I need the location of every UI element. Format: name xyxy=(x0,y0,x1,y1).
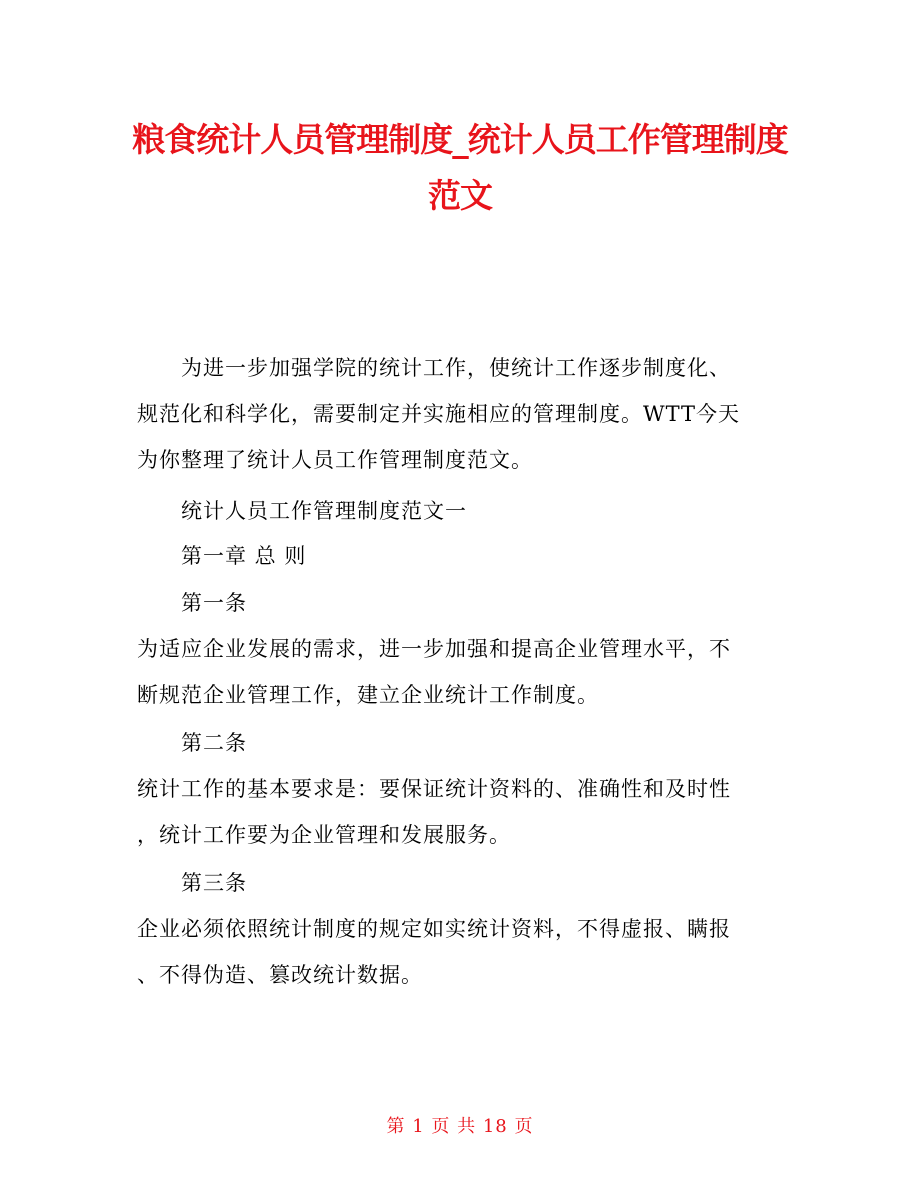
intro-line-3: 为你整理了统计人员工作管理制度范文。 xyxy=(137,448,533,472)
document-title-line-2: 范文 xyxy=(428,176,492,215)
intro-line-2: 规范化和科学化，需要制定并实施相应的管理制度。WTT今天 xyxy=(137,402,740,426)
article-1-label: 第一条 xyxy=(181,591,247,615)
section-heading: 统计人员工作管理制度范文一 xyxy=(181,499,467,523)
article-2-label: 第二条 xyxy=(181,731,247,755)
article-2-line-1: 统计工作的基本要求是：要保证统计资料的、准确性和及时性 xyxy=(137,777,731,801)
intro-paragraph xyxy=(137,345,787,483)
article-2-text xyxy=(137,766,787,858)
article-1-text xyxy=(137,626,787,718)
document-title-line-1: 粮食统计人员管理制度_统计人员工作管理制度 xyxy=(132,120,788,159)
article-3-line-1: 企业必须依照统计制度的规定如实统计资料，不得虚报、瞒报 xyxy=(137,917,731,941)
intro-line-1: 为进一步加强学院的统计工作，使统计工作逐步制度化、 xyxy=(181,356,731,380)
article-1-line-1: 为适应企业发展的需求，进一步加强和提高企业管理水平，不 xyxy=(137,637,731,661)
article-1-line-2: 断规范企业管理工作，建立企业统计工作制度。 xyxy=(137,683,599,707)
article-3-label: 第三条 xyxy=(181,871,247,895)
page-number-footer: 第 1 页 共 18 页 xyxy=(386,1116,534,1137)
article-3-line-2: 、不得伪造、篡改统计数据。 xyxy=(137,963,423,987)
chapter-heading: 第一章 总 则 xyxy=(181,544,307,568)
article-2-line-2: ，统计工作要为企业管理和发展服务。 xyxy=(137,823,511,847)
article-3-text xyxy=(137,906,787,998)
